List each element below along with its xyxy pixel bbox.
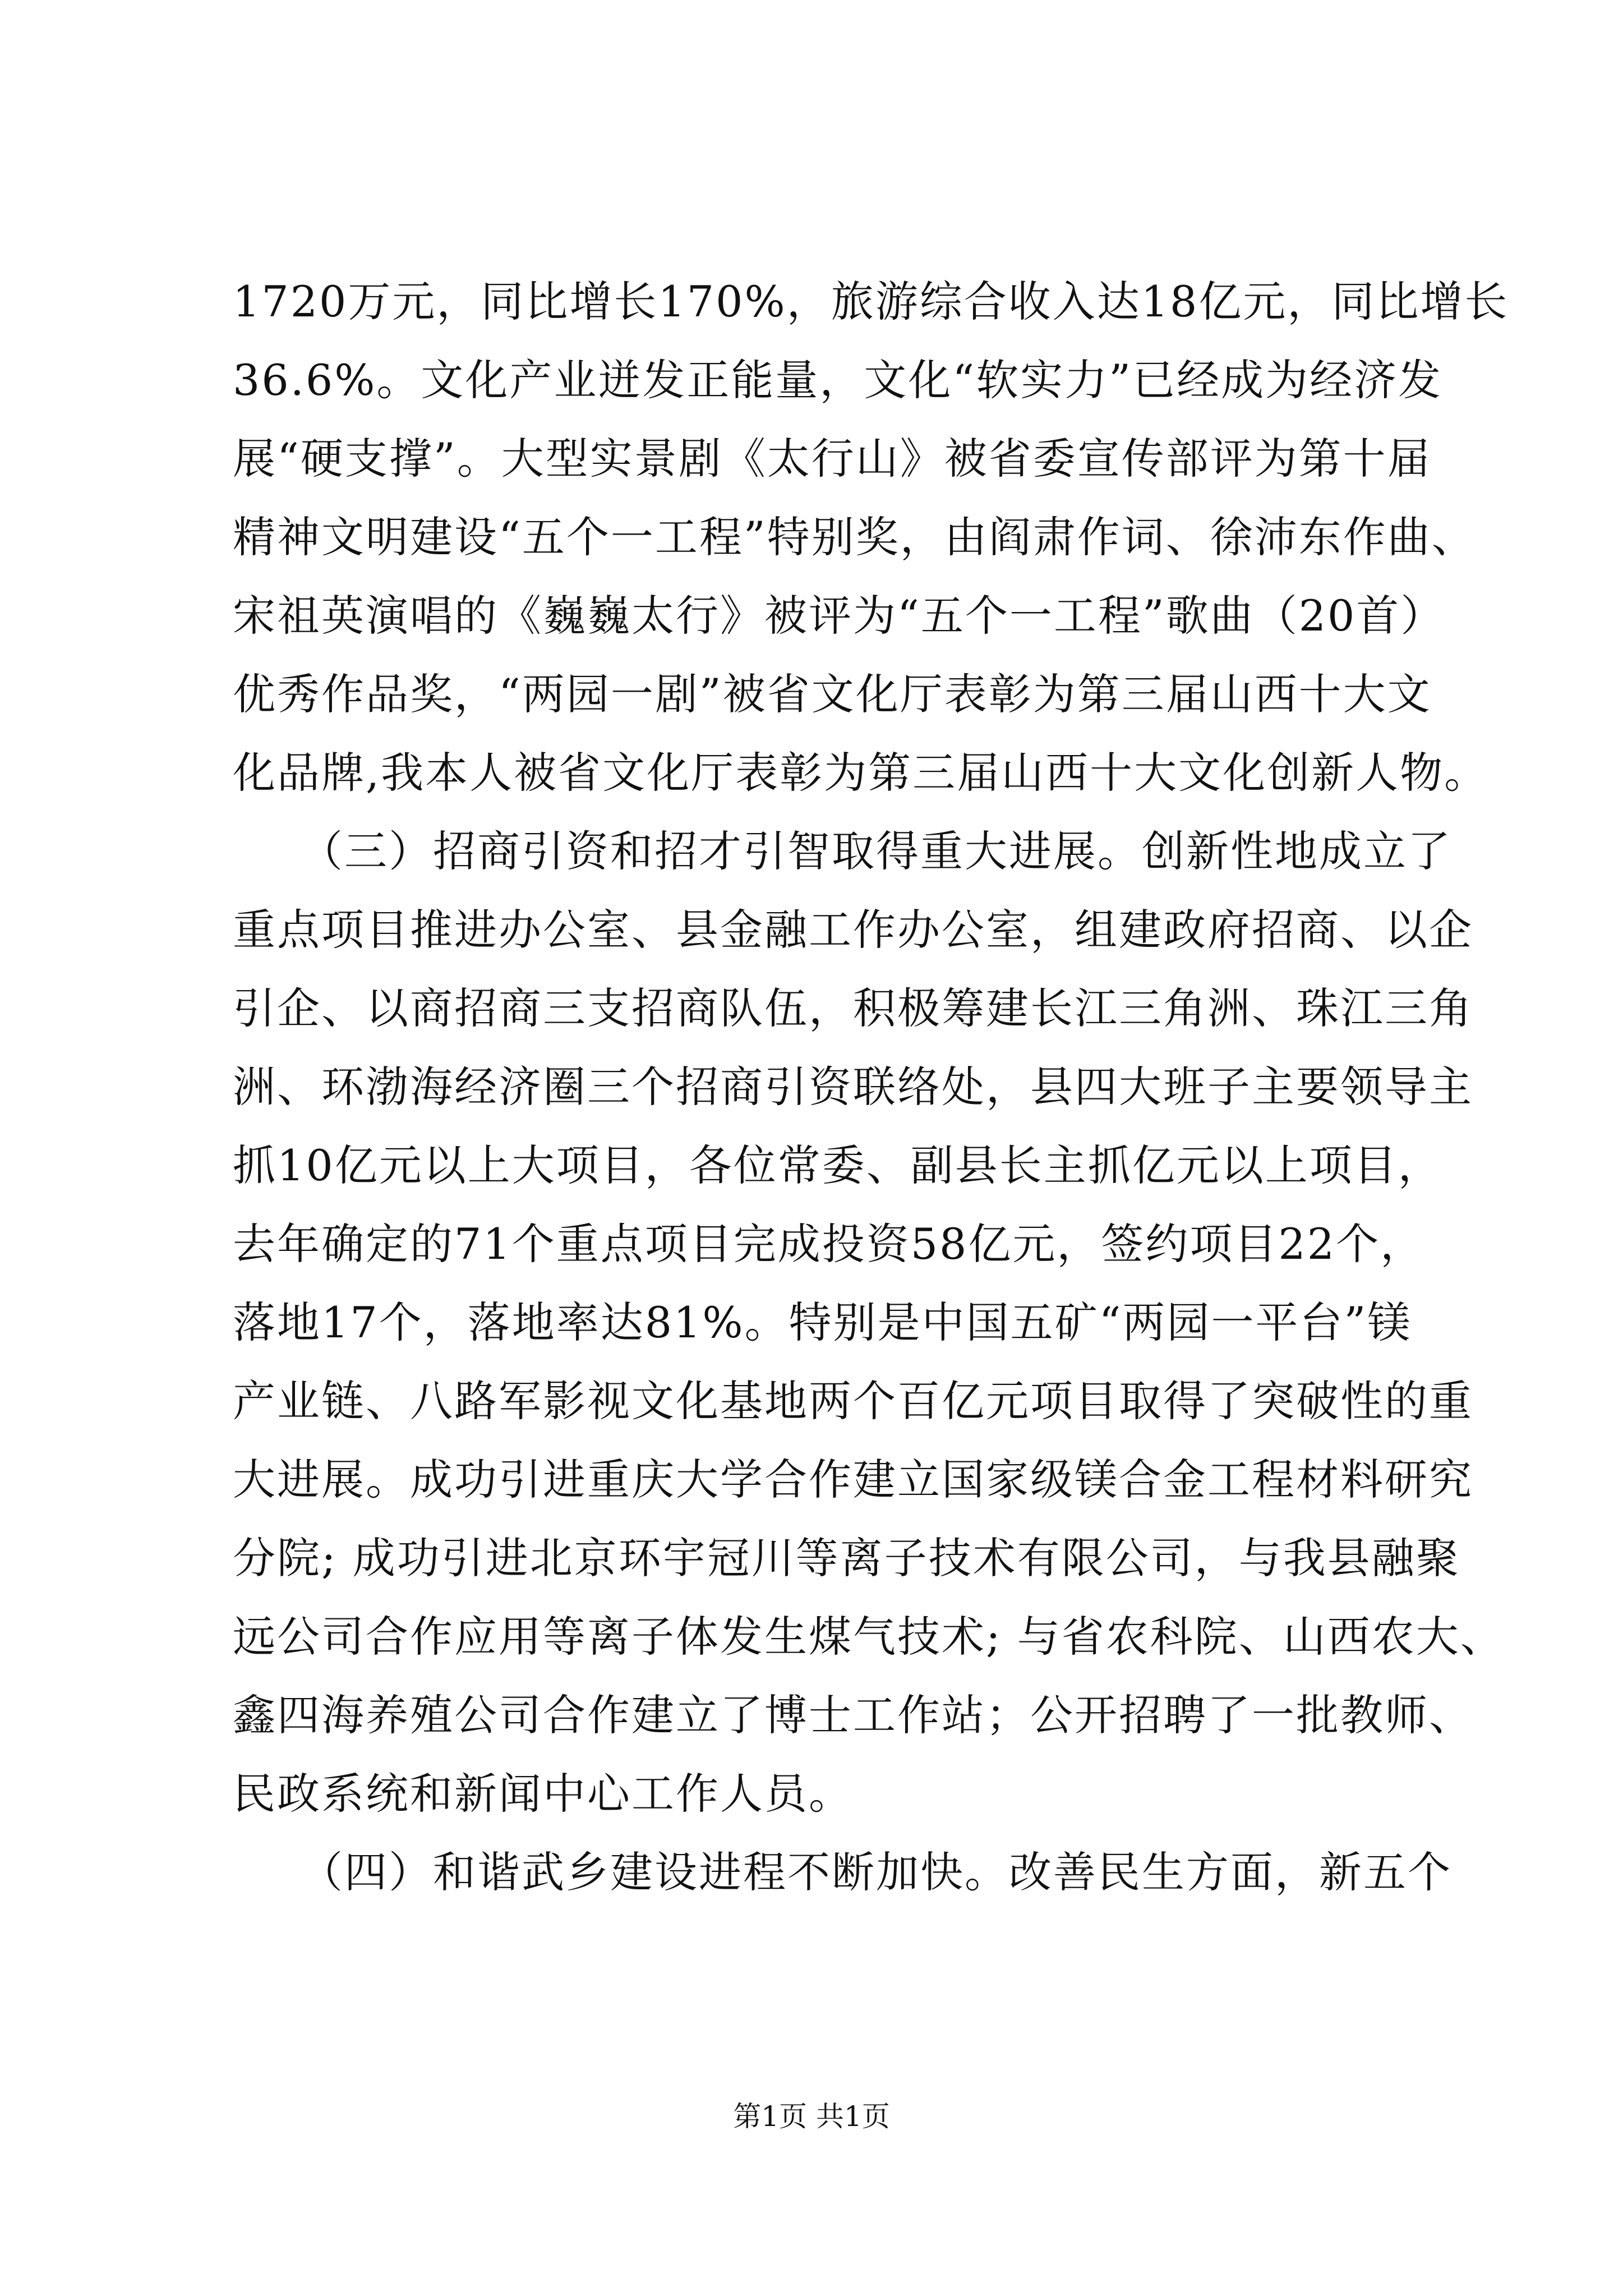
section-heading-line: （三）招商引资和招才引智取得重大进展。创新性地成立了 [233,826,1452,876]
text-line: 抓10亿元以上大项目，各位常委、副县长主抓亿元以上项目， [233,1140,1442,1190]
text-line: 36.6%。文化产业迸发正能量，文化“软实力”已经成为经济发 [233,355,1443,405]
text-line: 民政系统和新闻中心工作人员。 [233,1769,853,1819]
text-line: 去年确定的71个重点项目完成投资58亿元，签约项目22个， [233,1219,1425,1269]
text-line: 产业链、八路军影视文化基地两个百亿元项目取得了突破性的重 [233,1376,1473,1426]
text-line: 分院; 成功引进北京环宇冠川等离子技术有限公司，与我县融聚 [233,1533,1460,1583]
text-line: 大进展。成功引进重庆大学合作建立国家级镁合金工程材料研究 [233,1455,1473,1504]
text-line: 化品牌,我本人被省文化厅表彰为第三届山西十大文化创新人物。 [233,748,1489,798]
text-line: 展“硬支撑”。大型实景剧《太行山》被省委宣传部评为第十届 [233,434,1432,484]
text-line: 宋祖英演唱的《巍巍太行》被评为“五个一工程”歌曲（20首） [233,591,1445,641]
text-line: 落地17个，落地率达81%。特别是中国五矿“两园一平台”镁 [233,1297,1412,1347]
body-text [233,263,1509,1912]
page-number: 第1页 共1页 [733,2100,890,2133]
text-line: 洲、环渤海经济圈三个招商引资联络处，县四大班子主要领导主 [233,1062,1473,1112]
text-line: 1720万元，同比增长170%，旅游综合收入达18亿元，同比增长 [233,277,1509,326]
text-line: 引企、以商招商三支招商队伍，积极筹建长江三角洲、珠江三角 [233,983,1473,1033]
page-footer [0,2097,1623,2136]
text-line: 重点项目推进办公室、县金融工作办公室，组建政府招商、以企 [233,905,1473,955]
text-line: 优秀作品奖，“两园一剧”被省文化厅表彰为第三届山西十大文 [233,669,1432,719]
text-line: 鑫四海养殖公司合作建立了博士工作站；公开招聘了一批教师、 [233,1690,1473,1740]
text-line: 精神文明建设“五个一工程”特别奖，由阎肃作词、徐沛东作曲、 [233,512,1476,562]
section-heading-line: （四）和谐武乡建设进程不断加快。改善民生方面，新五个 [233,1847,1452,1897]
text-line: 远公司合作应用等离子体发生煤气技术; 与省农科院、山西农大、 [233,1612,1505,1662]
